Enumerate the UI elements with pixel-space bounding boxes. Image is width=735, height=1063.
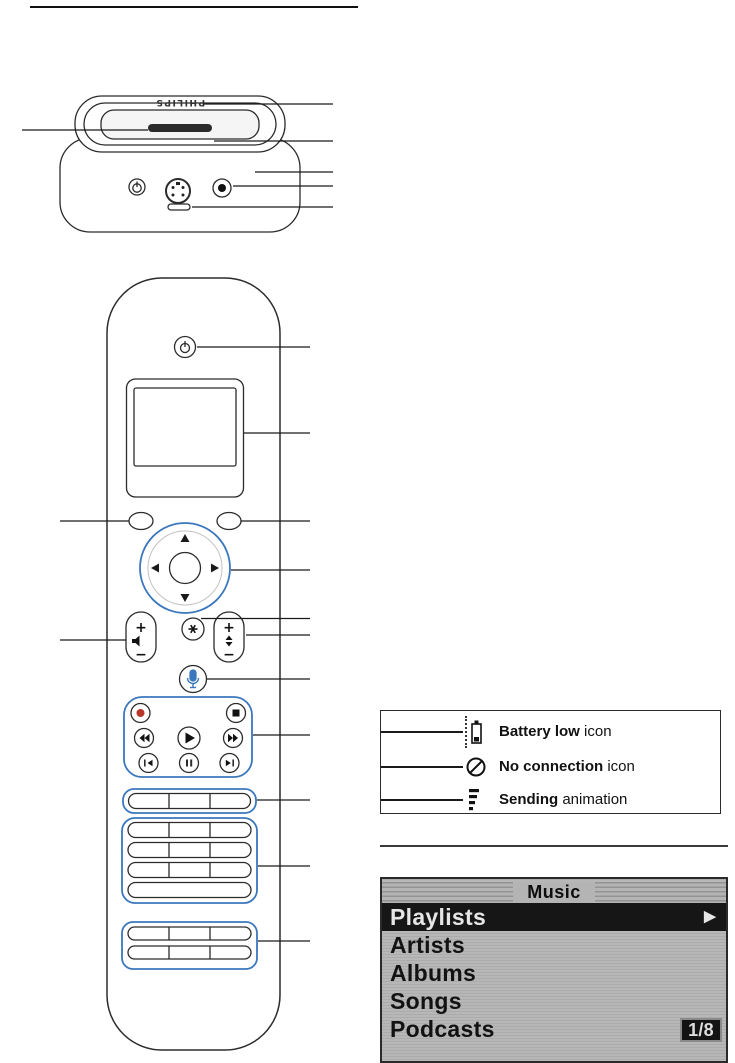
lcd-menu-item-artists bbox=[382, 931, 726, 959]
submenu-arrow-icon: ▶ bbox=[704, 908, 716, 925]
lcd-menu-item-playlists bbox=[382, 903, 726, 931]
legend-label-battery: Battery low icon bbox=[499, 723, 612, 740]
lcd-menu-item-label: Podcasts bbox=[390, 1016, 495, 1042]
lcd-menu-item-podcasts bbox=[382, 1015, 726, 1043]
legend-label-sending: Sending animation bbox=[499, 791, 628, 808]
legend-callout-sending bbox=[381, 799, 463, 801]
record-icon bbox=[137, 709, 145, 717]
volume-plus-label: + bbox=[135, 620, 147, 636]
no-connection-icon bbox=[465, 756, 487, 783]
stop-icon bbox=[233, 710, 240, 717]
lcd-page-indicator: 1/8 bbox=[680, 1018, 722, 1042]
channel-minus-label: − bbox=[223, 647, 235, 663]
lcd-menu-item-label: Songs bbox=[390, 988, 462, 1014]
dock-brand-wordmark: PHILIPS bbox=[154, 97, 206, 107]
dock-illustration bbox=[60, 96, 300, 232]
lcd-menu-item-albums bbox=[382, 959, 726, 987]
dock-connector-slot bbox=[148, 124, 212, 132]
volume-minus-label: − bbox=[135, 647, 147, 663]
lcd-menu-item-label: Artists bbox=[390, 932, 465, 958]
lcd-screenshot bbox=[380, 877, 728, 1063]
display-icons-legend bbox=[380, 710, 721, 814]
lcd-menu-item-label: Albums bbox=[390, 960, 477, 986]
lcd-title: Music bbox=[513, 882, 595, 903]
channel-plus-label: + bbox=[223, 620, 235, 636]
remote-body bbox=[107, 278, 280, 1050]
legend-callout-no-connection bbox=[381, 766, 463, 768]
lcd-header-band bbox=[382, 882, 726, 903]
remote-illustration bbox=[107, 278, 280, 1050]
lcd-menu-item-songs bbox=[382, 987, 726, 1015]
battery-low-icon bbox=[469, 719, 484, 751]
lcd-menu-item-label: Playlists bbox=[390, 904, 487, 930]
legend-label-no-connection: No connection icon bbox=[499, 758, 635, 775]
legend-dotted-marker bbox=[465, 716, 467, 748]
legend-callout-battery bbox=[381, 731, 463, 733]
sending-animation-icon bbox=[469, 788, 483, 817]
